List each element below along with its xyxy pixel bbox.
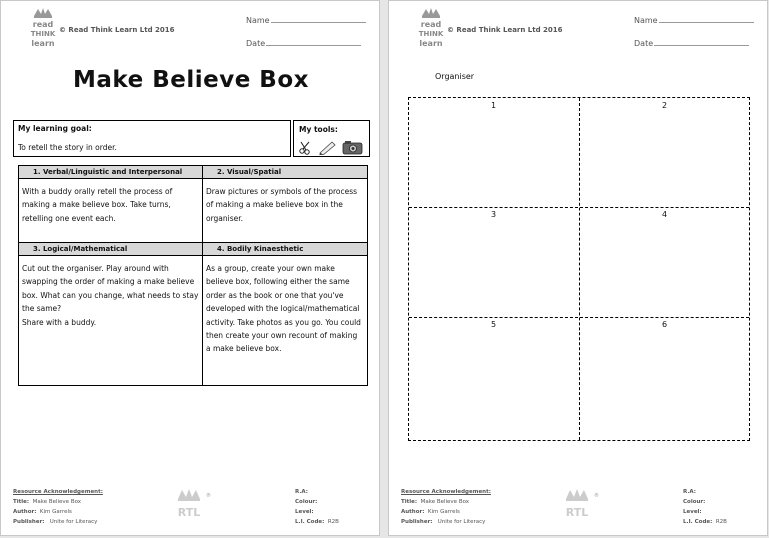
cell-text: Cut out the organiser. Play around with swapping the order of making a make believe box. What can you change, what needs to stay the same? Share with a buddy.: [22, 264, 199, 327]
camera-icon: [343, 141, 362, 154]
svg-text:THINK: THINK: [30, 30, 56, 38]
learning-goal-text: To retell the story in order.: [18, 143, 117, 152]
activity-cell-visual: [203, 166, 367, 243]
svg-text:RTL: RTL: [177, 506, 201, 519]
resource-codes: R.A: Colour: Level: L.I. Code: R2B: [683, 489, 727, 525]
svg-text:®: ®: [206, 493, 211, 499]
learning-goal-heading: My learning goal:: [18, 124, 92, 133]
organiser-number: 6: [662, 320, 668, 329]
organiser-number: 5: [491, 320, 497, 329]
cell-heading: 4. Bodily Kinaesthetic: [203, 243, 367, 256]
cell-heading: 3. Logical/Mathematical: [19, 243, 202, 256]
resource-codes: R.A: Colour: Level: L.I. Code: R2B: [295, 489, 339, 525]
organiser-number: 4: [662, 210, 668, 219]
svg-text:®: ®: [594, 493, 599, 499]
cell-text: With a buddy orally retell the process of making a make believe box. Take turns, retelling one event each.: [22, 187, 173, 223]
organiser-page: [388, 0, 768, 536]
scissors-icon: [300, 142, 309, 154]
page-title: Make Believe Box: [73, 67, 309, 93]
tools-box: [293, 120, 370, 157]
date-field[interactable]: [634, 39, 749, 48]
date-label: Date: [634, 39, 654, 48]
resource-acknowledgement: Resource Acknowledgement: Title: Make Believe Box Author: Kim Garrels Publisher: Unite for Literacy: [13, 489, 103, 525]
cell-text: Draw pictures or symbols of the process of making a make believe box in the organiser.: [206, 187, 358, 223]
resource-acknowledgement: Resource Acknowledgement: Title: Make Believe Box Author: Kim Garrels Publisher: Unite for Literacy: [401, 489, 491, 525]
activity-cell-verbal: [19, 166, 203, 243]
svg-text:RTL: RTL: [565, 506, 589, 519]
read-think-learn-logo: [29, 7, 57, 51]
learning-goal-box: [13, 120, 291, 157]
read-think-learn-logo: [417, 7, 445, 51]
organiser-number: 1: [491, 101, 497, 110]
organiser-grid[interactable]: [408, 97, 750, 441]
svg-text:learn: learn: [419, 39, 443, 48]
date-field[interactable]: [246, 39, 361, 48]
rtl-logo: [561, 487, 601, 523]
copyright-text: © Read Think Learn Ltd 2016: [447, 26, 563, 34]
activity-grid: [18, 165, 368, 386]
svg-text:THINK: THINK: [418, 30, 444, 38]
svg-text:read: read: [32, 20, 54, 29]
organiser-number: 2: [662, 101, 668, 110]
cell-heading: 1. Verbal/Linguistic and Interpersonal: [19, 166, 202, 179]
name-field[interactable]: [634, 16, 754, 25]
organiser-number: 3: [491, 210, 497, 219]
cell-text: As a group, create your own make believe box, following either the same order as the book or one that you've developed with the logical/mathematical activity. Take photos as you go. You could then create your own recount of making a make believe box.: [206, 264, 361, 354]
cell-heading: 2. Visual/Spatial: [203, 166, 367, 179]
tools-icons: [298, 139, 364, 155]
svg-text:learn: learn: [31, 39, 55, 48]
svg-text:read: read: [420, 20, 442, 29]
name-label: Name: [246, 16, 270, 25]
worksheet-page: [0, 0, 380, 536]
rtl-logo: [173, 487, 213, 523]
name-label: Name: [634, 16, 658, 25]
pencil-icon: [319, 142, 335, 155]
tools-heading: My tools:: [299, 125, 338, 134]
activity-cell-logical: [19, 243, 203, 385]
organiser-title: Organiser: [435, 72, 475, 81]
activity-cell-kinaesthetic: [203, 243, 367, 385]
date-label: Date: [246, 39, 266, 48]
name-field[interactable]: [246, 16, 366, 25]
copyright-text: © Read Think Learn Ltd 2016: [59, 26, 175, 34]
